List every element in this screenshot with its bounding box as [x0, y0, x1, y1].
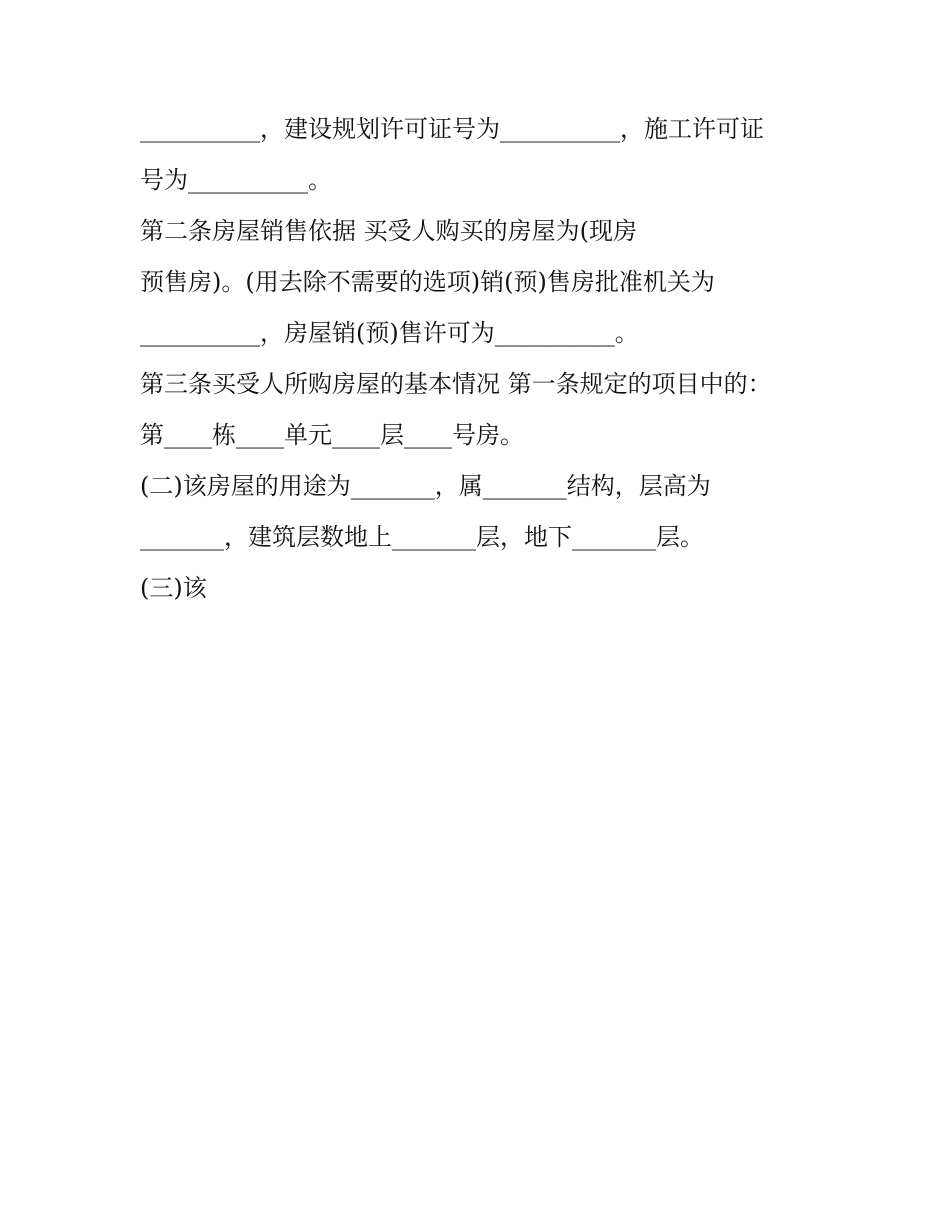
- text-line-7: 第____栋____单元____层____号房。: [140, 421, 524, 449]
- text-line-3: 第二条房屋销售依据 买受人购买的房屋为(现房: [140, 217, 637, 245]
- text-line-5: __________，房屋销(预)售许可为__________。: [140, 319, 639, 347]
- text-line-1: __________，建设规划许可证号为__________，施工许可证: [140, 115, 764, 143]
- text-line-2: 号为__________。: [140, 166, 332, 194]
- text-line-9: _______，建筑层数地上_______层，地下_______层。: [140, 523, 704, 551]
- document-body: [140, 104, 820, 614]
- text-line-4: 预售房)。(用去除不需要的选项)销(预)售房批准机关为: [140, 268, 715, 296]
- text-line-10: (三)该: [140, 574, 207, 602]
- text-line-6: 第三条买受人所购房屋的基本情况 第一条规定的项目中的：: [140, 370, 772, 398]
- text-line-8: (二)该房屋的用途为_______，属_______结构，层高为: [140, 472, 711, 500]
